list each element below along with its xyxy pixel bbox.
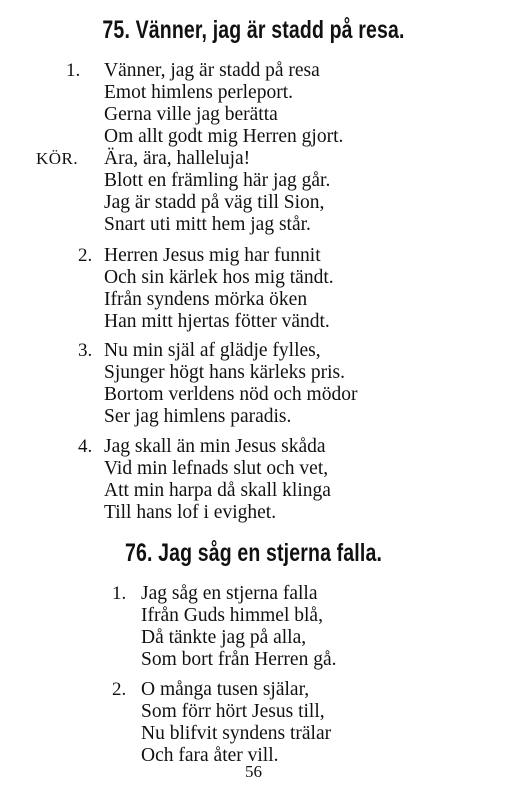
verse-line: O många tusen själar, <box>141 679 310 700</box>
chorus-line: Ära, ära, halleluja! <box>104 148 251 169</box>
verse-number: 3. <box>78 340 93 361</box>
verse-line: Nu min själ af glädje fylles, <box>104 340 321 361</box>
chorus-line: Snart uti mitt hem jag står. <box>104 214 311 235</box>
verse-line: Sjunger högt hans kärleks pris. <box>104 362 346 383</box>
verse-line: Då tänkte jag på alla, <box>141 627 307 648</box>
verse-line: Bortom verldens nöd och mödor <box>104 384 358 405</box>
verse-number: 1. <box>112 583 127 604</box>
chorus-line: Blott en främling här jag går. <box>104 170 331 191</box>
chorus-label: KÖR. <box>36 149 79 168</box>
verse-line: Vid min lefnads slut och vet, <box>104 458 329 479</box>
verse-line: Och fara åter vill. <box>141 745 279 766</box>
verse-line: Gerna ville jag berätta <box>104 104 278 125</box>
verse-line: Om allt godt mig Herren gjort. <box>104 126 344 147</box>
verse-line: Att min harpa då skall klinga <box>104 480 331 501</box>
verse-line: Nu blifvit syndens trälar <box>141 723 332 744</box>
verse-line: Ser jag himlens paradis. <box>104 406 292 427</box>
verse-line: Emot himlens perleport. <box>104 82 294 103</box>
hymn-title: 76. Jag såg en stjerna falla. <box>124 539 383 567</box>
verse-number: 2. <box>78 245 93 266</box>
verse-number: 1. <box>66 60 81 81</box>
verse-line: Han mitt hjertas fötter vändt. <box>104 311 330 332</box>
verse-line: Herren Jesus mig har funnit <box>104 245 321 266</box>
chorus-line: Jag är stadd på väg till Sion, <box>104 192 325 213</box>
verse-line: Till hans lof i evighet. <box>104 502 277 523</box>
verse-number: 2. <box>112 679 127 700</box>
verse-line: Som bort från Herren gå. <box>141 649 337 670</box>
verse-number: 4. <box>78 436 93 457</box>
hymn-title: 75. Vänner, jag är stadd på resa. <box>102 16 405 44</box>
verse-line: Jag såg en stjerna falla <box>141 583 318 604</box>
verse-line: Ifrån syndens mörka öken <box>104 289 308 310</box>
verse-line: Ifrån Guds himmel blå, <box>141 605 323 626</box>
verse-line: Som förr hört Jesus till, <box>141 701 325 722</box>
verse-line: Och sin kärlek hos mig tändt. <box>104 267 334 288</box>
page-number: 56 <box>245 762 262 781</box>
verse-line: Jag skall än min Jesus skåda <box>104 436 326 457</box>
verse-line: Vänner, jag är stadd på resa <box>104 60 320 81</box>
